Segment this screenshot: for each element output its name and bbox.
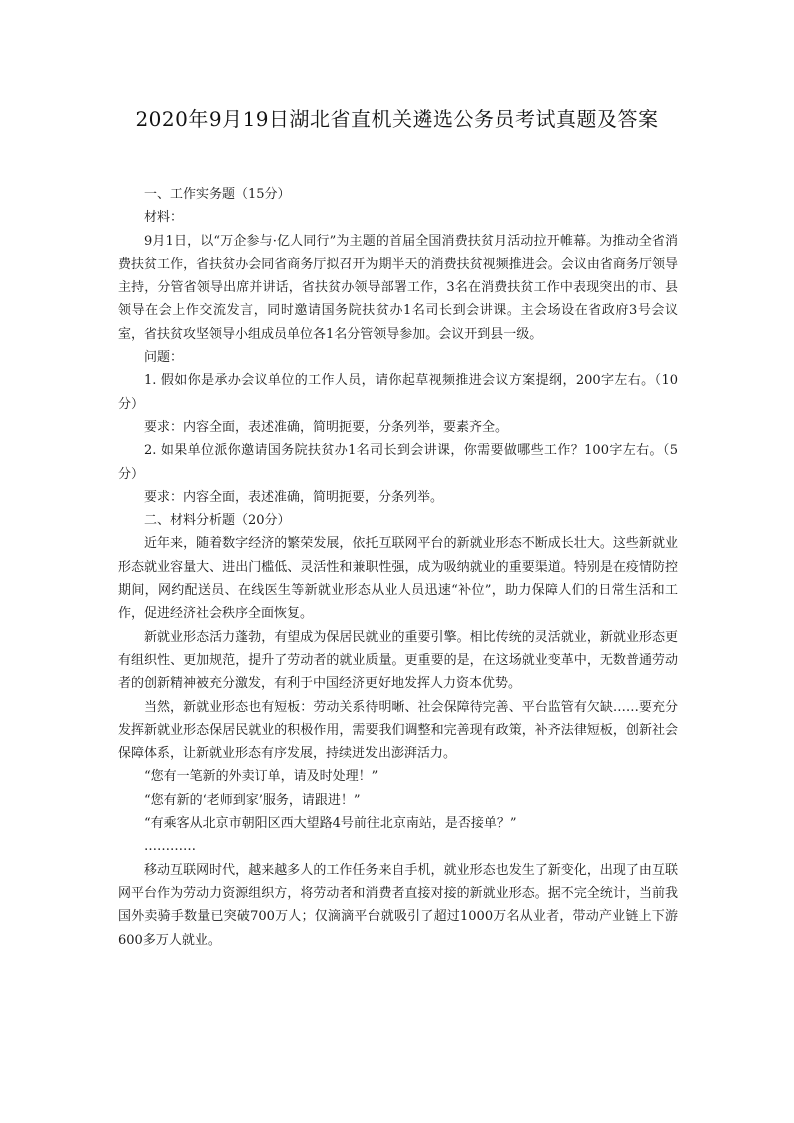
quote: “您有一笔新的外卖订单，请及时处理！” (144, 769, 379, 785)
requirement: 要求：内容全面，表述准确，简明扼要，分条列举，要素齐全。 (144, 419, 509, 435)
document-body (118, 183, 678, 952)
paragraph: 移动互联网时代，越来越多人的工作任务来自手机，就业形态也发生了新变化，出现了由互联网平台作为劳动力资源组织方，将劳动者和消费者直接对接的新就业形态。据不完全统计，当前我国外卖骑手数量已突破700万人；仅滴滴平台就吸引了超过1000万名从业者，带动产业链上下游600多万人就业。 (118, 862, 678, 948)
label: 问题： (144, 350, 184, 366)
question: 2. 如果单位派你邀请国务院扶贫办1名司长到会讲课，你需要做哪些工作？100字左右。（5分） (118, 443, 678, 482)
question: 1. 假如你是承办会议单位的工作人员，请你起草视频推进会议方案提纲，200字左右。（10分） (118, 373, 678, 412)
paragraph: 当然，新就业形态也有短板：劳动关系待明晰、社会保障待完善、平台监管有欠缺……要充分发挥新就业形态保居民就业的积极作用，需要我们调整和完善现有政策，补齐法律短板，创新社会保障体系，让新就业形态有序发展，持续迸发出澎湃活力。 (118, 699, 678, 762)
paragraph: 近年来，随着数字经济的繁荣发展，依托互联网平台的新就业形态不断成长壮大。这些新就业形态就业容量大、进出门槛低、灵活性和兼职性强，成为吸纳就业的重要渠道。特别是在疫情防控期间，网约配送员、在线医生等新就业形态从业人员迅速“补位”，助力保障人们的日常生活和工作，促进经济社会秩序全面恢复。 (118, 536, 678, 622)
section-heading: 一、工作实务题（15分） (144, 187, 291, 202)
quote: “您有新的‘老师到家’服务，请跟进！” (144, 792, 361, 808)
quote: “有乘客从北京市朝阳区西大望路4号前往北京南站，是否接单？” (144, 816, 517, 832)
paragraph: 新就业形态活力蓬勃，有望成为保居民就业的重要引擎。相比传统的灵活就业，新就业形态更有组织性、更加规范，提升了劳动者的就业质量。更重要的是，在这场就业变革中，无数普通劳动者的创新精神被充分激发，有利于中国经济更好地发挥人力资本优势。 (118, 629, 678, 692)
paragraph: 9月1日，以“万企参与·亿人同行”为主题的首届全国消费扶贫月活动拉开帷幕。为推动全省消费扶贫工作，省扶贫办会同省商务厅拟召开为期半天的消费扶贫视频推进会。会议由省商务厅领导主持，分管省领导出席并讲话，省扶贫办领导部署工作，3名在消费扶贫工作中表现突出的市、县领导在会上作交流发言，同时邀请国务院扶贫办1名司长到会讲课。主会场设在省政府3号会议室，省扶贫攻坚领导小组成员单位各1名分管领导参加。会议开到县一级。 (118, 233, 678, 342)
ellipsis: ………… (144, 839, 196, 855)
label: 材料： (144, 210, 184, 226)
document-title: 2020年9月19日湖北省直机关遴选公务员考试真题及答案 (135, 107, 659, 131)
section-heading: 二、材料分析题（20分） (144, 513, 291, 529)
requirement: 要求：内容全面，表述准确，简明扼要，分条列举。 (144, 489, 444, 505)
